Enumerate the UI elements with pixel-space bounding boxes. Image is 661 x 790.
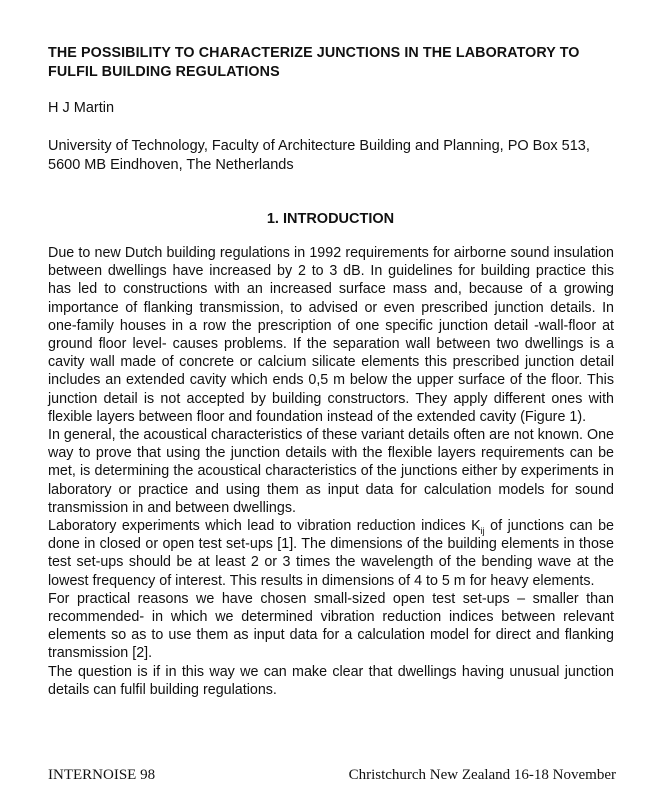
subscript: ij <box>480 525 485 536</box>
author-name: H J Martin <box>48 100 115 116</box>
footer-conference: INTERNOISE 98 <box>48 767 156 783</box>
paragraph: Due to new Dutch building regulations in 1992 requirements for airborne sound insulation between dwellings have increased by 2 to 3 dB. In guidelines for building practice this has led to constructions with an increased surface mass and, because of a growing importance of flanking transmission, to advised or even prescribed junction details. In one-family houses in a row the prescription of one specific junction detail -wall-floor at ground floor level- causes problems. If the separation wall between two dwellings is a cavity wall made of concrete or calcium silicate elements this prescribed junction detail includes an extended cavity which ends 0,5 m below the upper surface of the floor. This junction detail is not accepted by building constructors. They apply different ones with flexible layers between floor and foundation instead of the extended cavity (Figure 1). <box>48 245 614 425</box>
author-affiliation: University of Technology, Faculty of Architecture Building and Planning, PO Box 513, 5600 MB Eindhoven, The Netherlands <box>48 138 590 173</box>
paragraph: In general, the acoustical characteristics of these variant details often are not known. One way to prove that using the junction details with the flexible layers requirements can be met, is determining the acoustical characteristics of the junctions either by experiments in laboratory or practice and using them as input data for calculation models for sound transmission in and between dwellings. <box>48 427 614 516</box>
paragraph-text: of junctions can be done in closed or open test set-ups [1]. The dimensions of the building elements in those test set-ups should be at least 2 or 3 times the wavelength of the bending wave at the lowest frequency of interest. This results in dimensions of 4 to 5 m for heavy elements. <box>48 518 614 589</box>
paragraph-text: Laboratory experiments which lead to vibration reduction indices K <box>48 518 481 535</box>
section-heading: 1. INTRODUCTION <box>266 211 395 227</box>
body-text <box>48 244 614 699</box>
paragraph <box>48 517 614 590</box>
paper-title: THE POSSIBILITY TO CHARACTERIZE JUNCTIONS IN THE LABORATORY TO FULFIL BUILDING REGULATIONS <box>48 45 580 80</box>
paragraph: The question is if in this way we can make clear that dwellings having unusual junction details can fulfil building regulations. <box>48 663 614 698</box>
footer-location-date: Christchurch New Zealand 16-18 November <box>348 767 616 783</box>
paragraph: For practical reasons we have chosen small-sized open test set-ups – smaller than recommended- in which we determined vibration reduction indices between relevant elements so as to use them as input data for a calculation model for direct and flanking transmission [2]. <box>48 590 614 662</box>
